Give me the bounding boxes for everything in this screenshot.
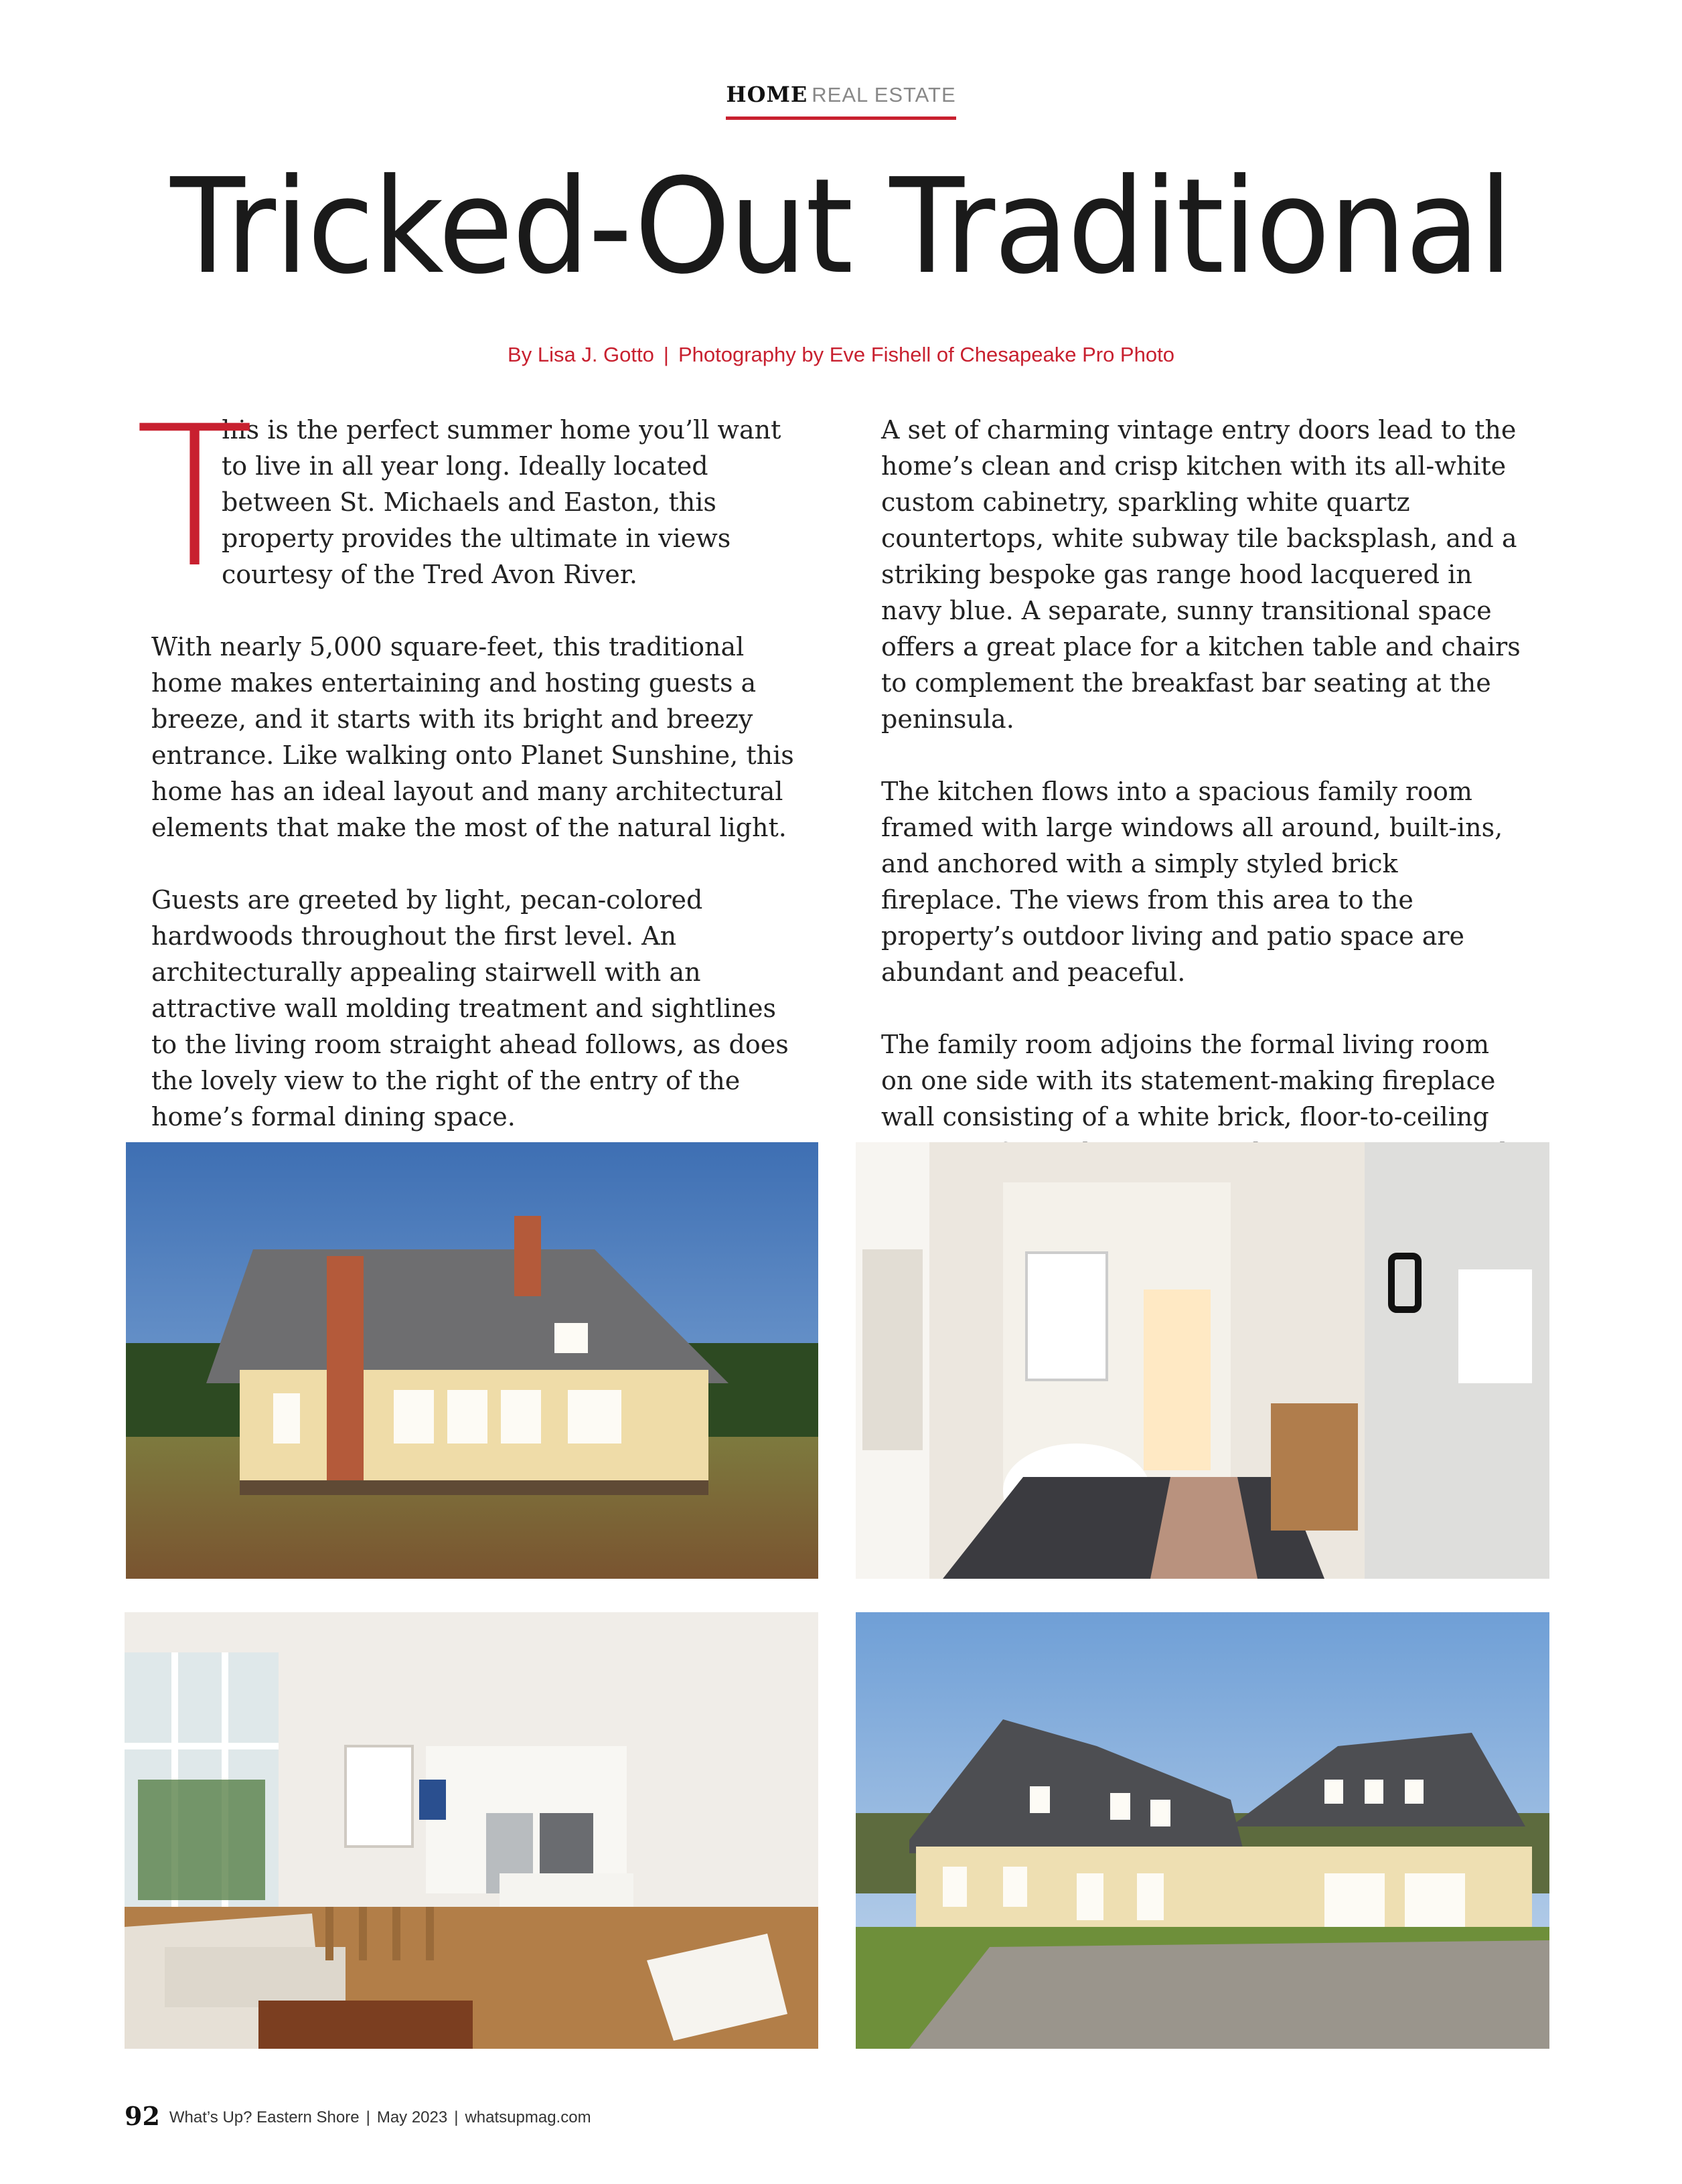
headline: [0, 151, 1682, 303]
footer-separator: |: [454, 2108, 459, 2126]
paragraph: Guests are greeted by light, pecan-colored hardwoods throughout the first level. An architecturally appealing stairwell with an attractive wall molding treatment and sightlines to the living room straight ahead follows, as does the lovely view to the right of the entry of the home’s formal dining space.: [151, 885, 789, 1132]
photo-house-exterior-front: [856, 1612, 1549, 2049]
magazine-name: What’s Up? Eastern Shore: [169, 2108, 360, 2126]
issue-date: May 2023: [376, 2108, 448, 2126]
website: whatsupmag.com: [465, 2108, 591, 2126]
byline-separator: |: [663, 343, 669, 366]
photo-house-exterior-rear: [126, 1142, 818, 1579]
section-secondary: REAL ESTATE: [812, 83, 956, 106]
page-number: 92: [125, 2101, 160, 2131]
article-left-column: [135, 385, 794, 1171]
byline-photo-credit: Photography by Eve Fishell of Chesapeake Pro Photo: [678, 343, 1174, 366]
photo-family-room-kitchen: [125, 1612, 818, 2049]
section-label: [0, 82, 1682, 120]
photo-primary-bathroom: [856, 1142, 1549, 1579]
paragraph: The kitchen flows into a spacious family room framed with large windows all around, built-ins, and anchored with a simply styled brick fireplace. The views from this area to the property’s outdoor living and patio space are abundant and peaceful.: [881, 777, 1503, 987]
paragraph: The family room adjoins the formal living room on one side with its statement-making fireplace wall consisting of a white brick, floor-to-ceiling: [881, 1030, 1496, 1132]
footer-separator: |: [366, 2108, 370, 2126]
lead-paragraph: [135, 385, 794, 611]
byline: [0, 343, 1682, 367]
byline-author: By Lisa J. Gotto: [508, 343, 654, 366]
paragraph: his is the perfect summer home you’ll want to live in all year long. Ideally located between St. Michaels and Easton, this property provides the ultimate in views courtesy of the Tred Avon River.: [222, 415, 781, 589]
article-right-column: [881, 412, 1524, 1207]
section-primary: HOME: [726, 82, 808, 107]
paragraph: With nearly 5,000 square-feet, this traditional home makes entertaining and hosting guests a breeze, and it starts with its bright and breezy entrance. Like walking onto Planet Sunshine, this home has an ideal layout and many architectural elements that make the most of the natural light.: [151, 632, 794, 842]
headline-text: Tricked-Out Traditional: [170, 151, 1512, 303]
paragraph: A set of charming vintage entry doors lead to the home’s clean and crisp kitchen with its all-white custom cabinetry, sparkling white quartz countertops, white subway tile backsplash, and a striking bespoke gas range hood lacquered in navy blue. A separate, sunny transitional space offers a great place for a kitchen table and chairs to complement the breakfast bar seating at the peninsula.: [881, 415, 1521, 734]
drop-cap: T: [135, 385, 254, 611]
page-footer: [125, 2101, 591, 2131]
